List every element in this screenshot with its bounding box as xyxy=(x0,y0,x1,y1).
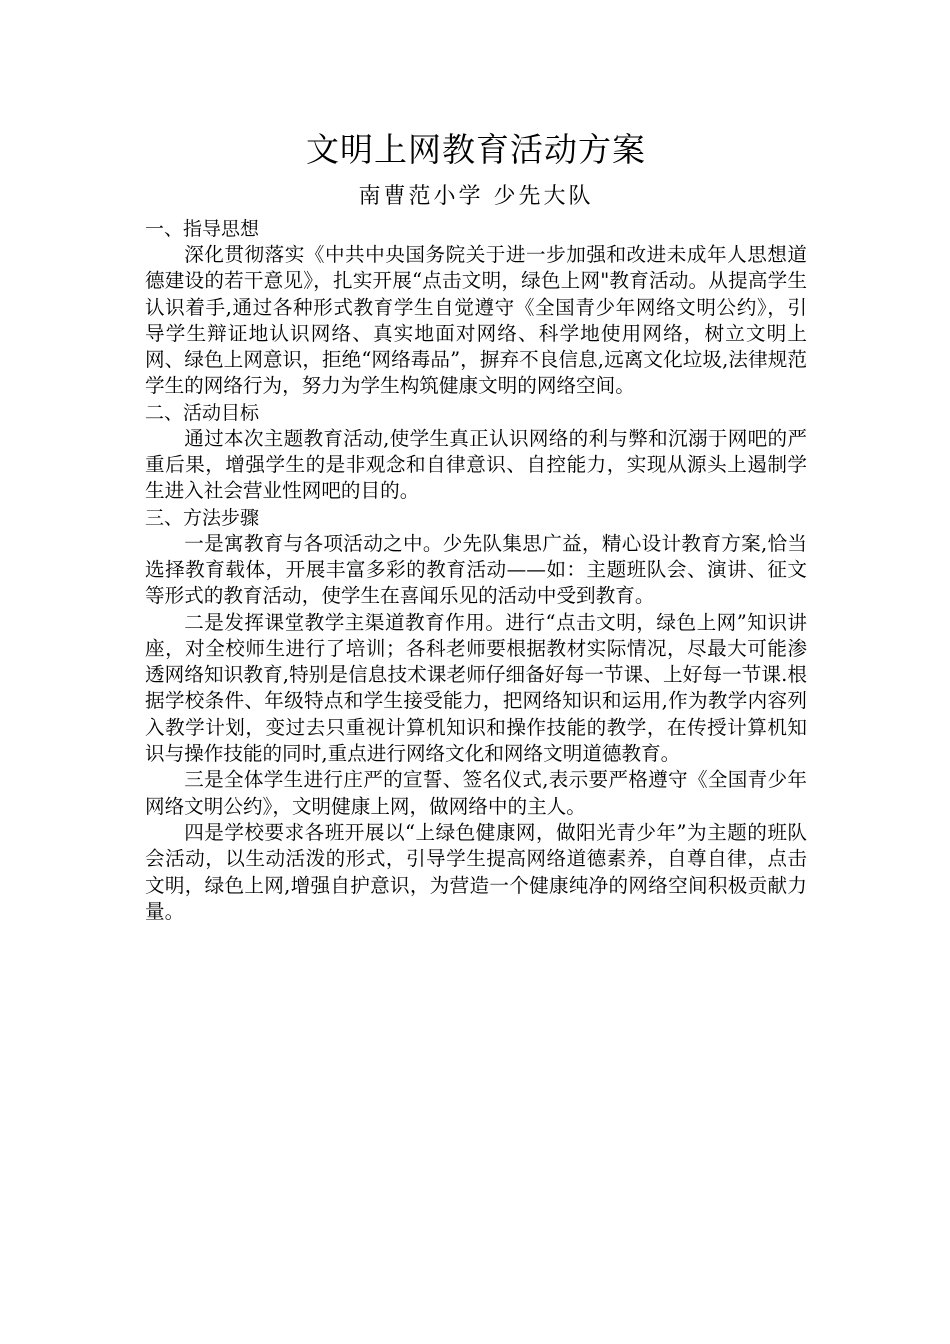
body-paragraph: 深化贯彻落实《中共中央国务院关于进一步加强和改进未成年人思想道德建设的若干意见》，扎实开展“点击文明，绿色上网"教育活动。从提高学生认识着手,通过各种形式教育学生自觉遵守《全国青少年网络文明公约》，引导学生辩证地认识网络、真实地面对网络、科学地使用网络，树立文明上网、绿色上网意识，拒绝“网络毒品”，摒弃不良信息,远离文化垃圾,法律规范学生的网络行为，努力为学生构筑健康文明的网络空间。 xyxy=(145,243,807,398)
body-paragraph: 通过本次主题教育活动,使学生真正认识网络的利与弊和沉溺于网吧的严重后果，增强学生的是非观念和自律意识、自控能力，实现从源头上遏制学生进入社会营业性网吧的目的。 xyxy=(145,426,807,503)
section-guiding-thought xyxy=(145,216,807,400)
body-paragraph: 四是学校要求各班开展以“上绿色健康网，做阳光青少年”为主题的班队会活动，以生动活泼的形式，引导学生提高网络道德素养，自尊自律，点击文明，绿色上网,增强自护意识，为营造一个健康纯净的网络空间积极贡献力量。 xyxy=(145,820,807,923)
body-paragraph: 二是发挥课堂教学主渠道教育作用。进行“点击文明，绿色上网”知识讲座，对全校师生进行了培训；各科老师要根据教材实际情况，尽最大可能渗透网络知识教育,特别是信息技术课老师仔细备好每一节课、上好每一节课.根据学校条件、年级特点和学生接受能力，把网络知识和运用,作为教学内容列入教学计划，变过去只重视计算机知识和操作技能的教学，在传授计算机知识与操作技能的同时,重点进行网络文化和网络文明道德教育。 xyxy=(145,610,807,766)
section-method-steps xyxy=(145,505,807,925)
section-heading: 三、方法步骤 xyxy=(145,506,260,529)
section-activity-goal xyxy=(145,400,807,505)
document-title: 文明上网教育活动方案 xyxy=(306,130,646,169)
section-heading: 一、指导思想 xyxy=(145,218,260,240)
document-page xyxy=(145,126,807,925)
body-paragraph: 一是寓教育与各项活动之中。少先队集思广益，精心设计教育方案,恰当选择教育载体，开展丰富多彩的教育活动——如：主题班队会、演讲、征文等形式的教育活动，使学生在喜闻乐见的活动中受到教育。 xyxy=(145,531,807,608)
document-subtitle: 南曹范小学 少先大队 xyxy=(358,184,594,209)
body-paragraph: 三是全体学生进行庄严的宣誓、签名仪式,表示要严格遵守《全国青少年网络文明公约》，文明健康上网，做网络中的主人。 xyxy=(145,768,807,818)
section-heading: 二、活动目标 xyxy=(145,401,260,424)
